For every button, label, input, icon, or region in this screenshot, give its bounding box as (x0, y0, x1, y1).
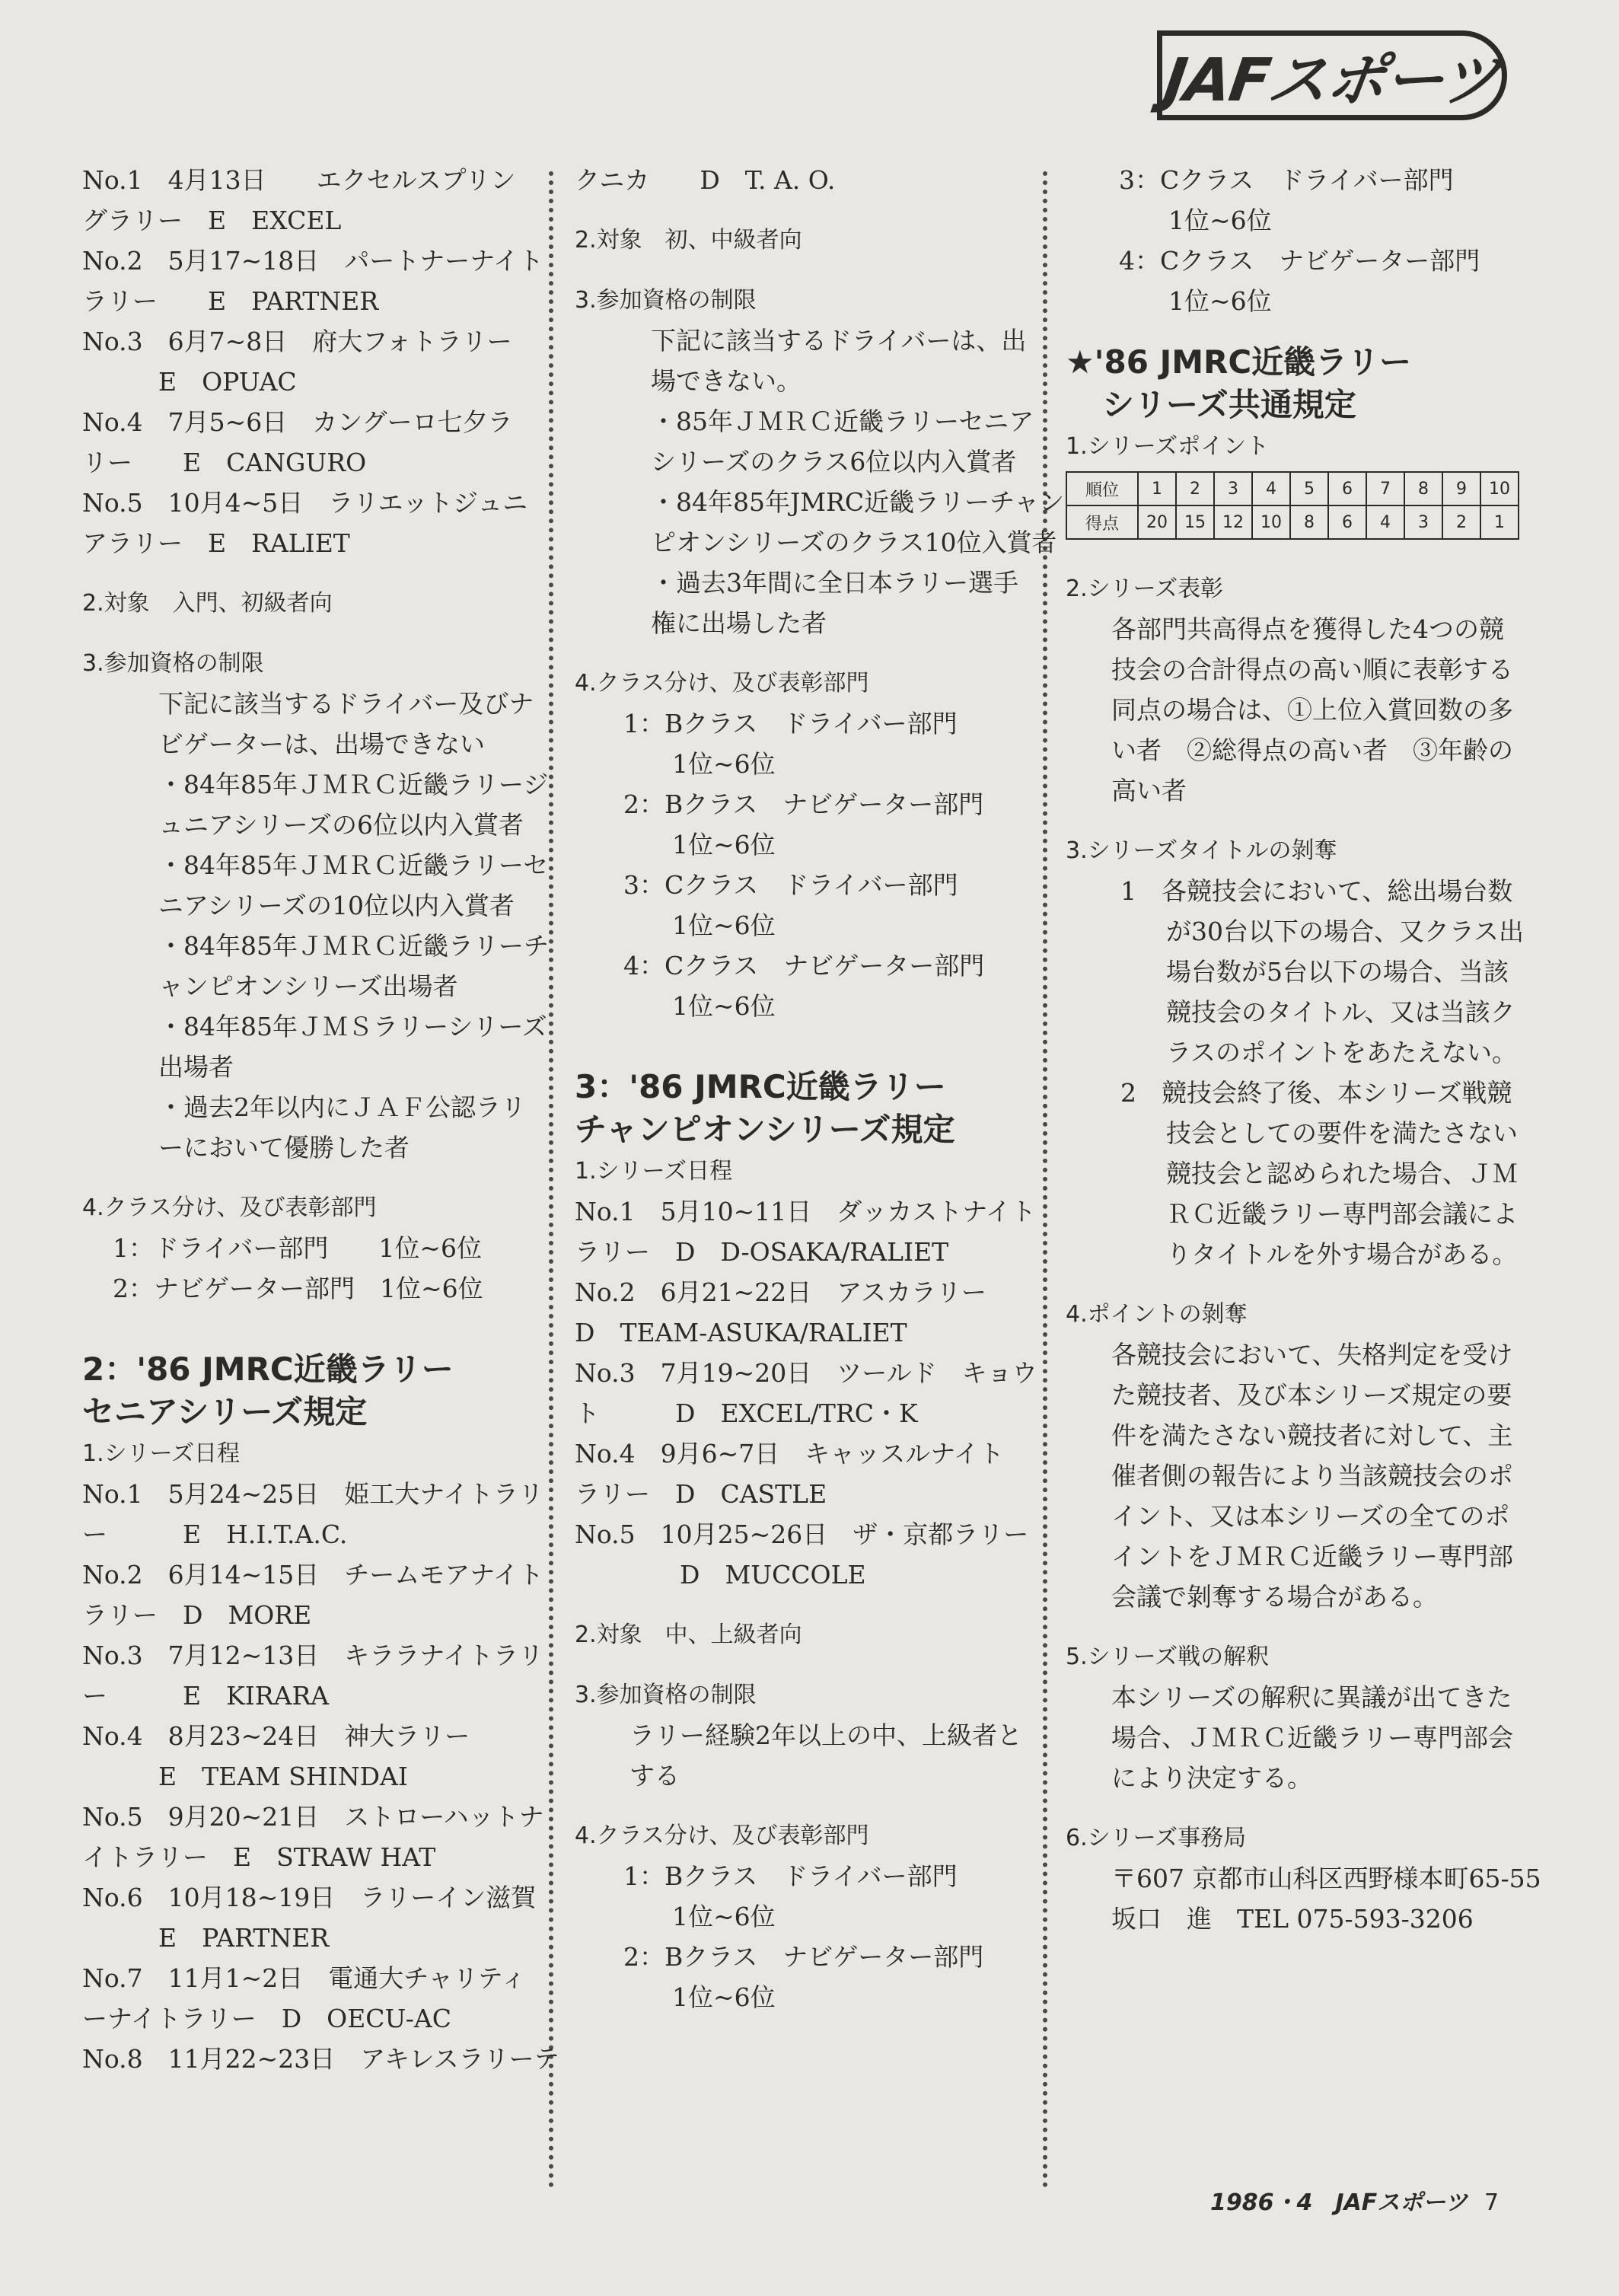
section-title: セニアシリーズ規定 (82, 1393, 368, 1430)
rank-label: 順位 (1066, 472, 1138, 505)
schedule-line: No.3 7月12~13日 キララナイトラリ (82, 1641, 543, 1670)
text-line: イントをＪＭＲＣ近畿ラリー専門部 (1111, 1542, 1513, 1571)
text-line: 出場者 (158, 1052, 234, 1082)
schedule-line: ト D EXCEL/TRC・K (575, 1398, 918, 1428)
text-line: ＲＣ近畿ラリー専門部会議によ (1166, 1199, 1518, 1229)
schedule-line: ラリー D CASTLE (575, 1479, 827, 1509)
schedule-line: No.4 9月6~7日 キャッスルナイト (575, 1439, 1004, 1468)
text-line: 競技会と認められた場合、ＪＭ (1166, 1159, 1518, 1188)
schedule-line: ーナイトラリー D OECU-AC (82, 2004, 452, 2033)
rank-cell: 8 (1404, 472, 1442, 505)
schedule-line: No.4 8月23~24日 神大ラリー (82, 1721, 470, 1751)
text-line: ・過去3年間に全日本ラリー選手 (651, 568, 1018, 598)
text-line: 1位~6位 (1168, 286, 1272, 316)
schedule-line: イトラリー E STRAW HAT (82, 1842, 436, 1872)
schedule-line: No.5 10月25~26日 ザ・京都ラリー (575, 1520, 1029, 1549)
text-line: 1位~6位 (672, 830, 776, 859)
schedule-line: ー E H.I.T.A.C. (82, 1520, 348, 1549)
text-line: 2：ナビゲーター部門 1位~6位 (113, 1274, 483, 1303)
text-line: ・84年85年ＪＭＲＣ近畿ラリーチ (158, 931, 549, 961)
text-line: ・84年85年ＪＭＳラリーシリーズ (158, 1012, 547, 1041)
column-3 (1066, 160, 1541, 1939)
text-line: い者 ②総得点の高い者 ③年齢の (1111, 735, 1513, 765)
schedule-line: ラリー D MORE (82, 1600, 312, 1630)
text-line: 1位~6位 (672, 1902, 776, 1931)
text-line: ・85年ＪＭＲＣ近畿ラリーセニア (651, 407, 1034, 436)
score-cell: 1 (1480, 505, 1519, 539)
text-line: 3：Cクラス ドライバー部門 (1119, 165, 1454, 195)
score-label: 得点 (1066, 505, 1138, 539)
section-heading: 2.対象 入門、初級者向 (82, 590, 333, 617)
text-line: 1：ドライバー部門 1位~6位 (113, 1233, 482, 1263)
text-line: 1位~6位 (672, 749, 776, 779)
text-line: 3：Cクラス ドライバー部門 (623, 870, 958, 900)
issue-label: 1986・4 JAFスポーツ (1210, 2189, 1468, 2216)
text-line: 高い者 (1111, 776, 1187, 805)
section-heading: 4.クラス分け、及び表彰部門 (575, 1822, 869, 1849)
section-heading: 2.対象 中、上級者向 (575, 1622, 802, 1648)
text-line: 2：Bクラス ナビゲーター部門 (623, 1942, 984, 1972)
schedule-line: アラリー E RALIET (82, 528, 350, 558)
schedule-line: No.3 6月7~8日 府大フォトラリー (82, 327, 512, 356)
office-address: 〒607 京都市山科区西野様本町65-55 (1111, 1864, 1541, 1893)
schedule-line: D TEAM-ASUKA/RALIET (575, 1318, 907, 1347)
series-points-table (1066, 471, 1519, 540)
section-heading: 6.シリーズ事務局 (1066, 1825, 1247, 1851)
schedule-line: E TEAM SHINDAI (158, 1762, 408, 1791)
schedule-line: No.6 10月18~19日 ラリーイン滋賀 (82, 1883, 537, 1912)
text-line: ャンピオンシリーズ出場者 (158, 971, 458, 1001)
rank-row (1066, 472, 1519, 505)
rank-cell: 6 (1328, 472, 1366, 505)
text-line: ・84年85年ＪＭＲＣ近畿ラリーセ (158, 850, 549, 880)
section-heading: 1.シリーズ日程 (575, 1158, 733, 1185)
section-heading: 2.シリーズ表彰 (1066, 576, 1224, 602)
text-line: ラリー経験2年以上の中、上級者と (629, 1720, 1022, 1750)
schedule-line: No.1 5月24~25日 姫工大ナイトラリ (82, 1479, 543, 1509)
score-cell: 3 (1404, 505, 1442, 539)
rank-cell: 4 (1252, 472, 1290, 505)
text-line: 会議で剝奪する場合がある。 (1111, 1582, 1438, 1612)
text-line: 本シリーズの解釈に異議が出てきた (1111, 1682, 1512, 1712)
section-title: チャンピオンシリーズ規定 (575, 1111, 955, 1148)
score-cell: 15 (1176, 505, 1214, 539)
section-heading: 2.対象 初、中級者向 (575, 227, 802, 254)
score-cell: 8 (1290, 505, 1328, 539)
jaf-sports-logo (1157, 30, 1507, 120)
schedule-line: E OPUAC (158, 367, 297, 397)
text-line: 2 競技会終了後、本シリーズ戦競 (1120, 1078, 1512, 1108)
text-line: 権に出場した者 (651, 608, 827, 638)
rank-cell: 7 (1366, 472, 1404, 505)
section-title: 3：'86 JMRC近畿ラリー (575, 1068, 946, 1105)
schedule-line: No.8 11月22~23日 アキレスラリーテ (82, 2044, 559, 2074)
schedule-line: No.1 5月10~11日 ダッカストナイト (575, 1197, 1036, 1226)
text-line: 1位~6位 (672, 991, 776, 1021)
section-heading: 1.シリーズポイント (1066, 433, 1270, 460)
text-line: 1位~6位 (672, 910, 776, 940)
text-line: ニアシリーズの10位以内入賞者 (158, 891, 515, 920)
schedule-line: E PARTNER (158, 1923, 330, 1953)
text-line: ・84年85年JMRC近畿ラリーチャン (651, 487, 1065, 517)
text-line: 4：Cクラス ナビゲーター部門 (623, 951, 985, 981)
office-contact: 坂口 進 TEL 075-593-3206 (1111, 1904, 1474, 1934)
text-line: する (629, 1761, 680, 1791)
score-cell: 12 (1214, 505, 1252, 539)
text-line: 1 各競技会において、総出場台数 (1120, 876, 1513, 906)
section-heading: 5.シリーズ戦の解釈 (1066, 1644, 1270, 1670)
schedule-line: No.3 7月19~20日 ツールド キョウ (575, 1358, 1037, 1388)
text-line: クニカ D T. A. O. (575, 165, 836, 195)
schedule-line: No.2 6月14~15日 チームモアナイト (82, 1560, 543, 1590)
score-cell: 20 (1138, 505, 1176, 539)
text-line: 1：Bクラス ドライバー部門 (623, 1861, 958, 1891)
rank-cell: 1 (1138, 472, 1176, 505)
text-line: ビゲーターは、出場できない (158, 729, 485, 759)
text-line: シリーズのクラス6位以内入賞者 (651, 447, 1017, 477)
schedule-line: ー E KIRARA (82, 1681, 330, 1711)
schedule-line: D MUCCOLE (680, 1560, 866, 1590)
text-line: ・過去2年以内にＪＡＦ公認ラリ (158, 1092, 526, 1122)
text-line: 同点の場合は、①上位入賞回数の多 (1111, 695, 1513, 725)
text-line: 1位~6位 (672, 1982, 776, 2012)
column-divider-1 (549, 171, 553, 2189)
text-line: 下記に該当するドライバー及びナ (158, 689, 534, 719)
section-heading: 1.シリーズ日程 (82, 1440, 241, 1467)
column-divider-2 (1043, 171, 1047, 2189)
text-line: 2：Bクラス ナビゲーター部門 (623, 789, 984, 819)
section-title: ★'86 JMRC近畿ラリー (1066, 343, 1412, 381)
text-line: 1位~6位 (1168, 206, 1272, 235)
text-line: 件を満たさない競技者に対して、主 (1111, 1421, 1513, 1450)
text-line: 1：Bクラス ドライバー部門 (623, 709, 958, 738)
schedule-line: No.4 7月5~6日 カングーロ七夕ラ (82, 407, 513, 437)
text-line: 各競技会において、失格判定を受け (1111, 1340, 1513, 1370)
section-title: 2：'86 JMRC近畿ラリー (82, 1350, 454, 1388)
schedule-line: No.1 4月13日 エクセルスプリン (82, 165, 516, 195)
section-heading: 4.クラス分け、及び表彰部門 (82, 1194, 377, 1221)
text-line: 場合、ＪＭＲＣ近畿ラリー専門部会 (1111, 1723, 1513, 1752)
rank-cell: 2 (1176, 472, 1214, 505)
section-heading: 3.シリーズタイトルの剝奪 (1066, 837, 1337, 864)
page-footer (1210, 2183, 1499, 2217)
section-heading: 3.参加資格の制限 (575, 287, 757, 314)
text-line: により決定する。 (1111, 1763, 1312, 1793)
schedule-line: ラリー E PARTNER (82, 286, 379, 316)
schedule-line: No.2 6月21~22日 アスカラリー (575, 1277, 986, 1307)
score-row (1066, 505, 1519, 539)
section-heading: 4.クラス分け、及び表彰部門 (575, 670, 869, 697)
junior-schedule (82, 160, 543, 563)
schedule-line: グラリー E EXCEL (82, 206, 342, 235)
rank-cell: 10 (1480, 472, 1519, 505)
text-line: りタイトルを外す場合がある。 (1166, 1239, 1518, 1269)
score-cell: 4 (1366, 505, 1404, 539)
schedule-line: No.7 11月1~2日 電通大チャリティ (82, 1963, 526, 1993)
text-line: が30台以下の場合、又クラス出 (1166, 917, 1525, 946)
schedule-line: ラリー D D-OSAKA/RALIET (575, 1237, 949, 1267)
text-line: ラスのポイントをあたえない。 (1166, 1038, 1518, 1067)
rank-cell: 3 (1214, 472, 1252, 505)
column-1 (82, 160, 559, 2079)
score-cell: 10 (1252, 505, 1290, 539)
text-line: た競技者、及び本シリーズ規定の要 (1111, 1380, 1512, 1410)
score-cell: 2 (1442, 505, 1480, 539)
rank-cell: 9 (1442, 472, 1480, 505)
schedule-line: No.5 10月4~5日 ラリエットジュニ (82, 488, 528, 518)
text-line: 技会としての要件を満たさない (1166, 1118, 1518, 1148)
section-heading: 3.参加資格の制限 (575, 1682, 757, 1708)
text-line: 場できない。 (651, 366, 802, 396)
text-line: 下記に該当するドライバーは、出 (651, 326, 1027, 356)
text-line: 技会の合計得点の高い順に表彰する (1111, 655, 1513, 684)
text-line: イント、又は本シリーズの全てのポ (1111, 1501, 1510, 1531)
page-number: 7 (1484, 2189, 1499, 2216)
text-line: 催者側の報告により当該競技会のポ (1111, 1461, 1513, 1491)
score-cell: 6 (1328, 505, 1366, 539)
logo-text: JAFスポーツ (1159, 46, 1503, 115)
text-line: ーにおいて優勝した者 (158, 1133, 410, 1162)
schedule-line: No.5 9月20~21日 ストローハットナ (82, 1802, 544, 1832)
schedule-line: リー E CANGURO (82, 448, 367, 477)
text-line: 各部門共高得点を獲得した4つの競 (1111, 614, 1504, 644)
section-heading: 3.参加資格の制限 (82, 650, 264, 677)
section-title: シリーズ共通規定 (1102, 386, 1356, 423)
text-line: 場台数が5台以下の場合、当該 (1166, 957, 1509, 987)
column-2 (575, 160, 1065, 2017)
section-heading: 4.ポイントの剝奪 (1066, 1301, 1248, 1328)
text-line: 4：Cクラス ナビゲーター部門 (1119, 246, 1480, 276)
text-line: ュニアシリーズの6位以内入賞者 (158, 810, 524, 840)
text-line: 競技会のタイトル、又は当該ク (1166, 997, 1515, 1027)
text-line: ・84年85年ＪＭＲＣ近畿ラリージ (158, 770, 549, 799)
text-line: ピオンシリーズのクラス10位入賞者 (651, 528, 1057, 557)
schedule-line: No.2 5月17~18日 パートナーナイト (82, 246, 543, 276)
rank-cell: 5 (1290, 472, 1328, 505)
